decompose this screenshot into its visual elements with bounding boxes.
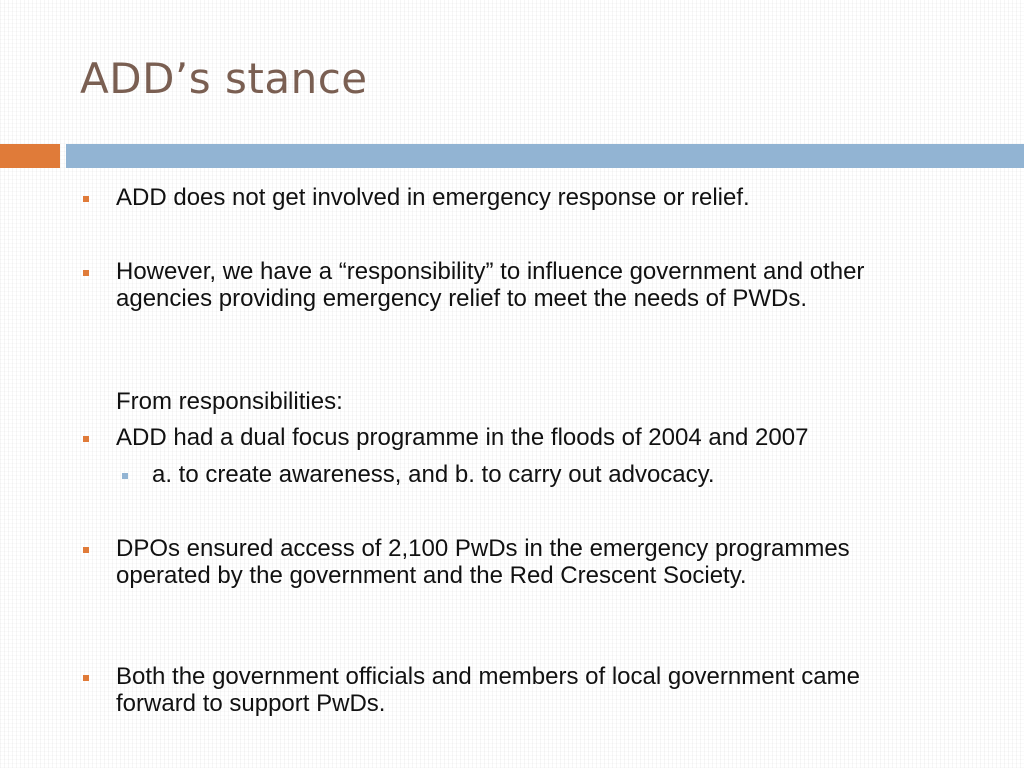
square-bullet-icon [83,270,89,276]
bullet-text: Both the government officials and members of local government came forward to support PwDs. [116,663,860,717]
bullet-text: ADD had a dual focus programme in the floods of 2004 and 2007 [116,424,809,451]
bullet-text: However, we have a “responsibility” to influence government and other agencies providing emergency relief to meet the needs of PWDs. [116,258,865,312]
sub-bullet-text: a. to create awareness, and b. to carry out advocacy. [152,461,715,488]
square-bullet-icon [83,196,89,202]
square-bullet-icon [83,547,89,553]
square-bullet-icon [83,436,89,442]
square-sub-bullet-icon [122,473,128,479]
square-bullet-icon [83,675,89,681]
bullet-text: DPOs ensured access of 2,100 PwDs in the emergency programmes operated by the government and the Red Crescent Society. [116,535,850,589]
paragraph-text: From responsibilities: [116,388,343,415]
slide-title: ADD’s stance [80,54,368,103]
bullet-text: ADD does not get involved in emergency response or relief. [116,184,750,211]
